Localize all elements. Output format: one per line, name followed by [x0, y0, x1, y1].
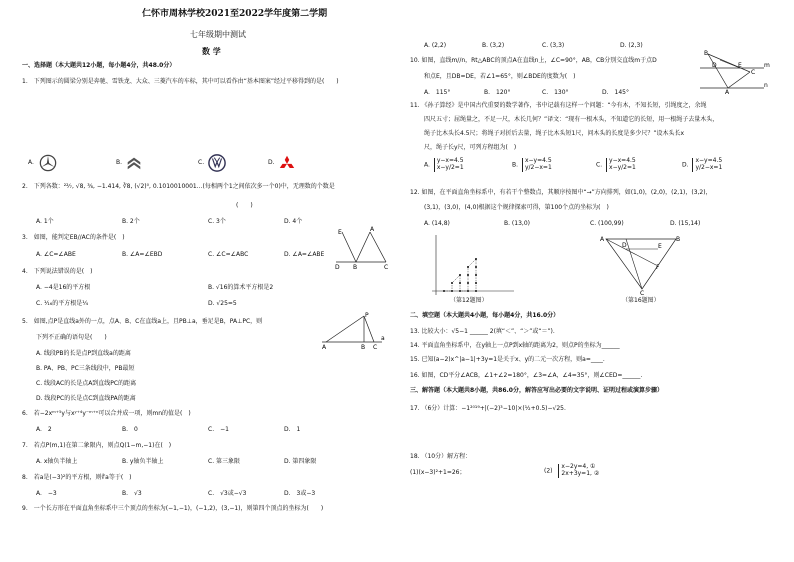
q4-option-d[interactable]: D. √25=5	[208, 300, 237, 307]
q8-option-b[interactable]: B. √3	[122, 490, 142, 497]
q16-label-e: E	[658, 243, 662, 250]
q10-option-d[interactable]: D. 145°	[602, 89, 629, 96]
q2-option-d[interactable]: D. 4个	[284, 218, 303, 225]
q2-option-c[interactable]: C. 3个	[208, 218, 226, 225]
q12-option-a[interactable]: A. (14,8)	[424, 220, 450, 227]
fig16-caption: （第16题图）	[622, 297, 660, 304]
question-18: 18. （10分）解方程：	[410, 453, 472, 460]
q4-option-a[interactable]: A. −4是16的平方根	[36, 284, 91, 291]
q16-label-b: B	[676, 236, 681, 243]
right-column	[410, 0, 780, 562]
q7-option-c[interactable]: C. 第三象限	[208, 458, 241, 465]
q5-label-p: P	[365, 312, 369, 319]
question-10: 10. 如图，直线m//n，Rt△ABC的顶点A在直线n上，∠C=90°，AB，CB分别交直线m于点D	[410, 57, 657, 64]
q3-option-c[interactable]: C. ∠C=∠ABC	[208, 251, 249, 258]
mitsubishi-logo-icon	[278, 154, 296, 172]
section-1-heading: 一、选择题（本大题共12小题，每小题4分，共48.0分）	[22, 62, 176, 69]
question-5: 5. 如图,点P是直线a外的一点，点A、B、C在直线a上，且PB⊥a，垂足是B，PA⊥PC，则	[22, 318, 263, 325]
q3-label-b: B	[353, 264, 358, 270]
q11-system-d: x−y=4.5 y/2−x=1	[692, 158, 722, 172]
q5-label-line-a: a	[381, 335, 385, 342]
q5-label-a: A	[322, 344, 327, 350]
q11-option-b[interactable]	[512, 158, 552, 172]
school-title: 仁怀市周林学校2021至2022学年度第二学期	[142, 9, 328, 19]
q12-option-b[interactable]: B. (13,0)	[504, 220, 530, 227]
q11-option-a-label: A.	[424, 161, 430, 169]
volkswagen-logo-icon	[208, 154, 226, 172]
question-9: 9. 一个长方形在平面直角坐标系中三个顶点的坐标为(−1,−1)，(−1,2)，(3,−1)，则第四个顶点的坐标为( )	[22, 505, 324, 512]
q10-figure	[698, 50, 770, 94]
q12-option-c[interactable]: C. (100,99)	[590, 220, 624, 227]
q2-option-b[interactable]: B. 2个	[122, 218, 140, 225]
fig12-caption: （第12题图）	[450, 297, 488, 304]
q8-option-a[interactable]: A. −3	[36, 490, 57, 497]
question-11-cont1: 四尺五寸；屈绳量之，不足一尺，木长几何？”译文：“现有一根木头，不知道它的长短，用一根绳子去量木头，	[424, 116, 719, 123]
q10-label-d: D	[712, 62, 717, 69]
question-14: 14. 平面直角坐标系中，在y轴上一点P到x轴的距离为2，则点P的坐标为______	[410, 342, 620, 349]
q11-option-d[interactable]	[682, 158, 722, 172]
q3-option-a[interactable]: A. ∠C=∠ABE	[36, 251, 76, 258]
q9-option-a[interactable]: A. (2,2)	[424, 42, 447, 49]
q5-figure	[318, 312, 386, 350]
q10-label-m: m	[764, 62, 770, 69]
mercedes-logo-icon	[39, 154, 57, 172]
q8-option-c[interactable]: C. √3或−√3	[208, 490, 247, 497]
q16-label-d: D	[622, 242, 627, 249]
q12-option-d[interactable]: D. (15,14)	[670, 220, 701, 227]
q11-system-c: y−x=4.5 x−y/2=1	[606, 158, 636, 172]
q9-option-c[interactable]: C. (3,3)	[542, 42, 565, 49]
q1-option-b[interactable]: B.	[116, 159, 123, 166]
q5-option-c[interactable]: C. 线段AC的长是点A到直线PC的距离	[36, 380, 137, 387]
q1-option-d[interactable]: D.	[268, 159, 275, 166]
question-11-cont3: 尺，绳子长y尺，可列方程组为( )	[424, 144, 517, 151]
question-15: 15. 已知(a−2)x^|a−1|+3y=1是关于x、y的二元一次方程，则a=____.	[410, 356, 605, 363]
question-12: 12. 如图，在平面直角坐标系中，有若干个整数点，其顺序按图中“→”方向排列，如(1,0)，(2,0)，(2,1)，(3,2)，	[410, 189, 712, 196]
question-1: 1. 下列图示的圆梁分别是奔驰、雪铁龙、大众、三菱汽车的车标，其中可以看作由“基本图案”经过平移得到的是( )	[22, 78, 339, 85]
q10-option-c[interactable]: C. 130°	[542, 89, 569, 96]
q2-option-a[interactable]: A. 1个	[36, 218, 54, 225]
q10-option-b[interactable]: B. 120°	[484, 89, 511, 96]
question-11-cont2: 绳子比木头长4.5尺；将绳子对折后去量，绳子比木头短1尺，问木头的长度是多少尺？”设木头长x	[424, 130, 685, 137]
q18-system: x−2y=4, ① 2x+3y=1, ②	[558, 464, 599, 478]
q10-label-c: C	[751, 69, 756, 76]
q2-paren: ( )	[236, 202, 253, 209]
q3-label-e: E	[338, 229, 342, 236]
q3-option-b[interactable]: B. ∠A=∠EBD	[122, 251, 163, 258]
q3-figure	[334, 226, 390, 270]
citroen-logo-icon	[125, 154, 143, 172]
question-10-cont: 和点E，且DB=DE，若∠1=65°，则∠BDE的度数为( )	[424, 73, 576, 80]
q5-option-b[interactable]: B. PA、PB、PC三条线段中，PB最短	[36, 365, 135, 372]
q11-system-a: y−x=4.5 x−y/2=1	[434, 158, 464, 172]
section-3-heading: 三、解答题（本大题共8小题，共86.0分，解答应写出必要的文字说明、证明过程或演算步骤）	[410, 387, 663, 394]
question-6: 6. 若−2xᵐ⁺⁵y与xʸ⁺⁴y⁻ᵐ⁺ⁿ可以合并成一项，则mn的值是( )	[22, 410, 191, 417]
question-16: 16. 如图，CD平分∠ACB，∠1+∠2=180°，∠3=∠A，∠4=35°，则∠CED=______.	[410, 372, 643, 379]
q18-part-1: (1)(x−3)²+1=26；	[410, 469, 466, 476]
q11-option-a[interactable]	[424, 158, 464, 172]
question-7: 7. 若点P(m,1)在第二象限内，则点Q(1−m,−1)在( )	[22, 442, 172, 449]
q10-label-n: n	[764, 82, 768, 89]
q10-label-a: A	[725, 89, 730, 94]
q16-label-c: C	[640, 290, 645, 295]
q3-option-d[interactable]: D. ∠A=∠ABE	[284, 251, 325, 258]
q7-option-d[interactable]: D. 第四象限	[284, 458, 317, 465]
q10-option-a[interactable]: A. 115°	[424, 89, 451, 96]
q6-option-d[interactable]: D. 1	[284, 426, 301, 433]
q11-option-d-label: D.	[682, 161, 689, 169]
q4-option-b[interactable]: B. √16的算术平方根是2	[208, 284, 274, 291]
q3-label-d: D	[335, 264, 340, 270]
question-4: 4. 下列说法错误的是( )	[22, 268, 93, 275]
question-8: 8. 若a是(−3)²的平方根，则∜a等于( )	[22, 474, 132, 481]
q1-option-a[interactable]: A.	[28, 159, 34, 166]
question-2: 2. 下列各数：²²⁄₇, √8, ³⁄₈, −1.414, ∛8, (√2)⁰, 0.1010010001...(每相两个1之间依次多一个0)中，无理数的个数是	[22, 183, 335, 190]
question-11: 11. 《孙子算经》是中国古代重要的数学著作，书中记载有这样一个问题：“今有木，不知长短，引绳度之，余绳	[410, 102, 707, 109]
q5-label-c: C	[373, 344, 378, 350]
q3-label-a: A	[370, 226, 375, 233]
question-3: 3. 如图，能判定EB//AC的条件是( )	[22, 234, 125, 241]
q7-option-b[interactable]: B. y轴负半轴上	[122, 458, 164, 465]
left-column	[22, 0, 387, 562]
q11-option-b-label: B.	[512, 161, 519, 169]
question-5-cont: 下列不正确的语句是( )	[36, 334, 107, 341]
subject-title: 数 学	[202, 46, 221, 56]
q5-option-d[interactable]: D. 线段PC的长是点C到直线PA的距离	[36, 395, 136, 402]
q7-option-a[interactable]: A. x轴负半轴上	[36, 458, 78, 465]
q12-figure	[424, 233, 516, 297]
q6-option-b[interactable]: B. 0	[122, 426, 138, 433]
q16-label-a: A	[600, 236, 605, 243]
q9-option-d[interactable]: D. (2,3)	[620, 42, 643, 49]
q10-label-e: E	[738, 62, 742, 69]
q6-option-a[interactable]: A. 2	[36, 426, 52, 433]
q9-option-b[interactable]: B. (3,2)	[482, 42, 505, 49]
q11-system-b: x−y=4.5 y/2−x=1	[522, 158, 552, 172]
question-12-cont: (3,1)，(3,0)，(4,0)根据这个规律探索可得，第100个点的坐标为( )	[424, 204, 609, 211]
q10-label-b: B	[704, 50, 709, 57]
q6-option-c[interactable]: C. −1	[208, 426, 229, 433]
q5-option-a[interactable]: A. 线段PB的长是点P到直线a的距离	[36, 350, 131, 357]
q16-label-f: F	[656, 264, 660, 271]
section-2-heading: 二、填空题（本大题共4小题，每小题4分，共16.0分）	[410, 312, 560, 319]
q8-option-d[interactable]: D. 3或−3	[284, 490, 316, 497]
q5-label-b: B	[361, 344, 366, 350]
q18-part-2-label: (2)	[544, 467, 553, 475]
q18-part-2	[544, 464, 599, 478]
q11-option-c-label: C.	[596, 161, 603, 169]
q1-option-c[interactable]: C.	[198, 159, 205, 166]
question-13: 13. 比较大小：√5−1 ______ 2(填“＜”、“＞”或“＝”).	[410, 328, 555, 335]
exam-title: 七年级期中测试	[190, 30, 246, 39]
q16-figure	[596, 235, 682, 295]
q3-label-c: C	[384, 264, 389, 270]
q4-option-c[interactable]: C. ¹⁄₁₆的平方根是¹⁄₄	[36, 300, 89, 307]
q11-option-c[interactable]	[596, 158, 636, 172]
question-17: 17. （6分）计算：−1²⁰¹⁹+|(−2)³−10|×(¹⁄₂+0.5)−√25.	[410, 405, 566, 412]
